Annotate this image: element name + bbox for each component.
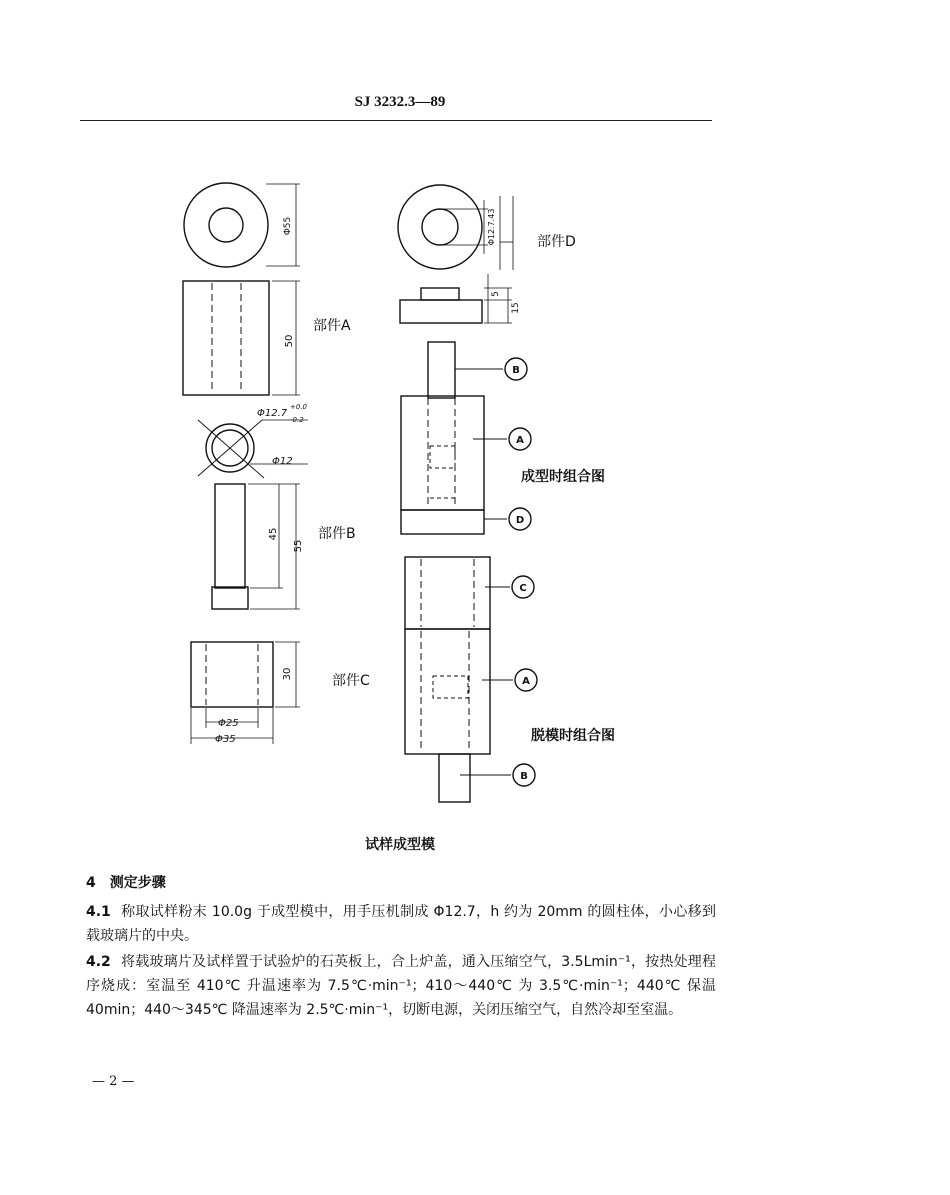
callout-c-demold: C <box>519 583 527 594</box>
part-d-side-view <box>400 274 512 323</box>
dim-part-b-total-length: 55 <box>293 539 304 553</box>
label-demold-assembly: 脱模时组合图 <box>531 728 615 744</box>
paragraph-number: 4.1 <box>86 904 111 920</box>
label-part-c: 部件C <box>332 673 370 689</box>
label-part-b: 部件B <box>318 526 356 542</box>
standard-number-header: SJ 3232.3—89 <box>354 94 446 110</box>
part-a-side-view <box>183 281 300 395</box>
part-b-side-view <box>212 484 300 609</box>
callout-a-demold: A <box>522 676 530 687</box>
label-forming-assembly: 成型时组合图 <box>521 469 605 485</box>
callout-b-forming: B <box>512 365 520 376</box>
callout-d-forming: D <box>515 515 525 526</box>
paragraph-4-1 <box>86 900 716 948</box>
label-part-a: 部件A <box>313 318 351 334</box>
dim-part-b-outer-diameter: Φ12.7 <box>257 408 288 419</box>
section-number: 4 <box>86 875 96 891</box>
dim-tolerance-upper: +0.0 <box>290 403 307 411</box>
dim-part-c-outer-diameter: Φ35 <box>215 734 236 745</box>
dim-part-c-inner-diameter: Φ25 <box>218 718 239 729</box>
paragraph-text: 将载玻璃片及试样置于试验炉的石英板上，合上炉盖，通入压缩空气，3.5Lmin⁻¹，按热处理程序烧成：室温至 410℃ 升温速率为 7.5℃·min⁻¹；410～440℃ 为 3.5℃·min⁻¹；440℃ 保温 40min；440～345℃ 降温速率为 2.5℃·min⁻¹，切断电源，关闭压缩空气，自然冷却至室温。 <box>86 954 716 1018</box>
demold-assembly-drawing <box>405 557 537 802</box>
label-part-d: 部件D <box>537 234 576 250</box>
callout-a-forming: A <box>516 435 524 446</box>
paragraph-4-2 <box>86 950 716 1022</box>
callout-b-demold: B <box>520 771 528 782</box>
page-number: — 2 — <box>92 1074 135 1089</box>
dim-part-d-total-height: 15 <box>511 302 521 314</box>
dim-part-b-inner-diameter: Φ12 <box>272 456 293 467</box>
dim-part-a-diameter: Φ55 <box>283 216 293 236</box>
section-title: 测定步骤 <box>109 875 166 891</box>
part-c-side-view <box>191 642 300 744</box>
dim-part-a-height: 50 <box>284 334 295 348</box>
dim-part-b-shaft-length: 45 <box>268 527 279 541</box>
dim-part-d-boss-diameter: Φ12.7.43 <box>487 208 496 246</box>
dim-part-d-boss-height: 5 <box>491 291 501 297</box>
part-b-top-view <box>198 420 308 478</box>
figure-caption: 试样成型模 <box>365 837 435 853</box>
paragraph-text: 称取试样粉末 10.0g 于成型模中，用手压机制成 Φ12.7，h 约为 20mm 的圆柱体，小心移到载玻璃片的中央。 <box>86 904 716 944</box>
dim-tolerance-lower: -0.2 <box>290 416 304 424</box>
paragraph-number: 4.2 <box>86 954 111 970</box>
dim-part-c-height: 30 <box>282 667 293 681</box>
section-heading <box>86 872 166 892</box>
